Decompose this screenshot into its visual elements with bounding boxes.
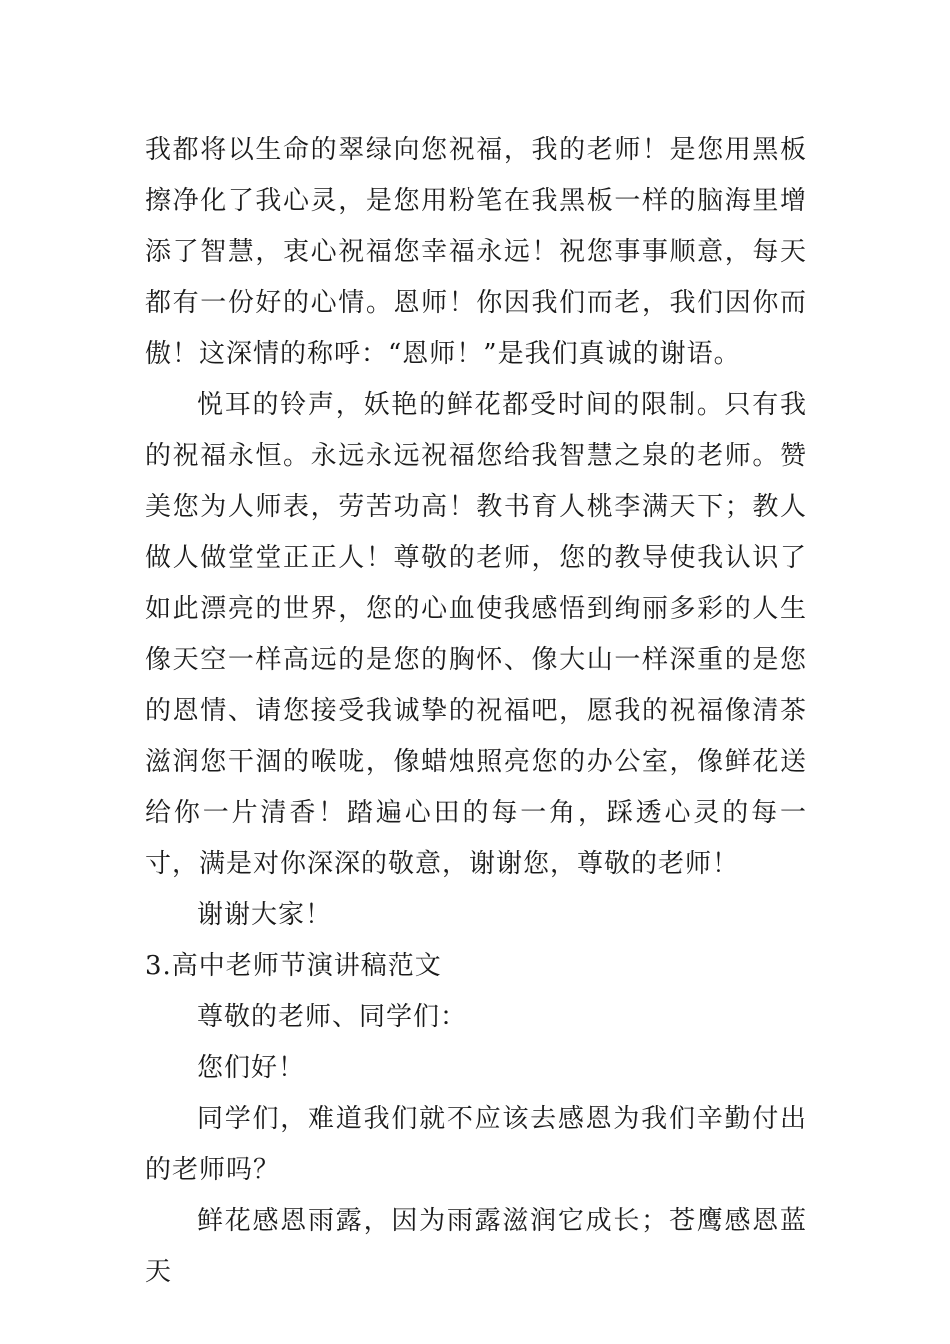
paragraph-continuation: 我都将以生命的翠绿向您祝福，我的老师！是您用黑板擦净化了我心灵，是您用粉笔在我黑板一样的脑海里增添了智慧，衷心祝福您幸福永远！祝您事事顺意，每天都有一份好的心情。恩师！你因我们而老，我们因你而傲！这深情的称呼：“恩师！”是我们真诚的谢语。: [145, 135, 807, 369]
paragraph-question: 同学们，难道我们就不应该去感恩为我们辛勤付出的老师吗？: [145, 1104, 807, 1185]
paragraph-salutation: 尊敬的老师、同学们：: [197, 1002, 468, 1032]
section-heading: 3.高中老师节演讲稿范文: [145, 951, 442, 981]
paragraph-blessing: 悦耳的铃声，妖艳的鲜花都受时间的限制。只有我的祝福永恒。永远永远祝福您给我智慧之泉的老师。赞美您为人师表，劳苦功高！教书育人桃李满天下；教人做人做堂堂正正人！尊敬的老师，您的教导使我认识了如此漂亮的世界，您的心血使我感悟到绚丽多彩的人生像天空一样高远的是您的胸怀、像大山一样深重的是您的恩情、请您接受我诚挚的祝福吧，愿我的祝福像清茶滋润您干涸的喉咙，像蜡烛照亮您的办公室，像鲜花送给你一片清香！踏遍心田的每一角，踩透心灵的每一寸，满是对你深深的敬意，谢谢您，尊敬的老师！: [145, 390, 807, 879]
document-body: [145, 125, 807, 1298]
paragraph-gratitude: 鲜花感恩雨露，因为雨露滋润它成长；苍鹰感恩蓝天: [145, 1206, 807, 1287]
paragraph-greeting: 您们好！: [197, 1053, 306, 1083]
paragraph-thanks: 谢谢大家！: [197, 900, 333, 930]
